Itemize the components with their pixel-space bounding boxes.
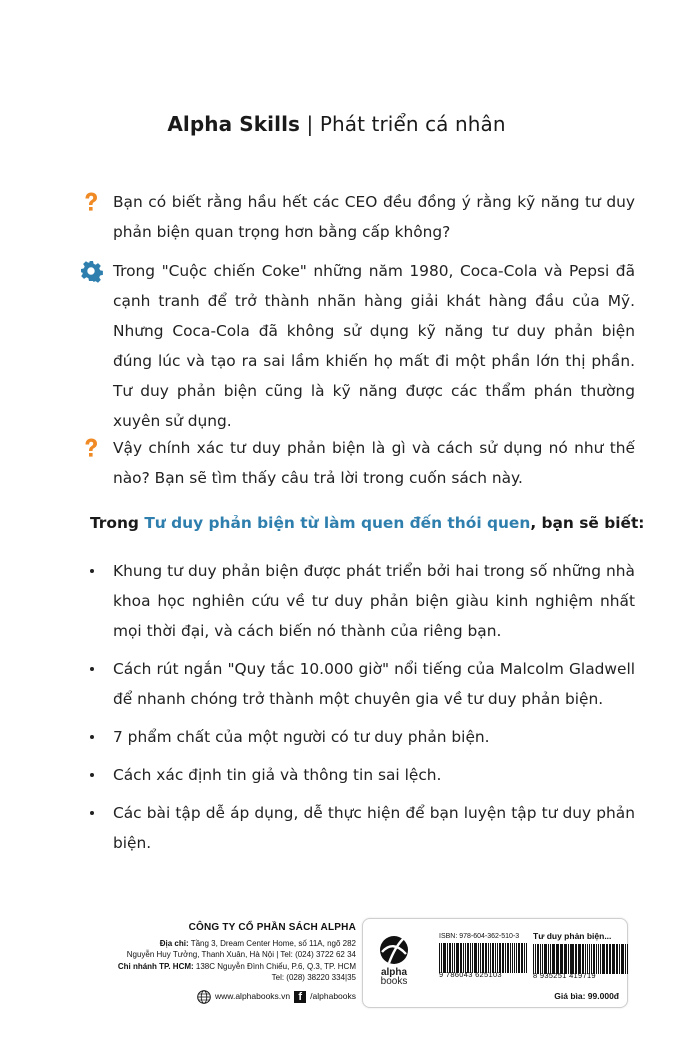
list-item-text: Cách xác định tin giả và thông tin sai lệch. bbox=[113, 766, 442, 784]
bullet-icon bbox=[90, 667, 94, 671]
list-item-text: Khung tư duy phản biện được phát triển bởi hai trong số những nhà khoa học nghiên cứu về tư duy phản biện giàu kinh nghiệm nhất mọi thời đại, và cách biến nó thành của riêng bạn. bbox=[113, 562, 635, 640]
paragraph-coke-war bbox=[113, 256, 635, 436]
list-item-text: Cách rút ngắn "Quy tắc 10.000 giờ" nổi tiếng của Malcolm Gladwell để nhanh chóng trở thành một chuyên gia về tư duy phản biện. bbox=[113, 660, 635, 708]
product-title: Tư duy phản biện... bbox=[533, 931, 612, 941]
intro-heading bbox=[90, 514, 644, 532]
intro-suffix: , bạn sẽ biết: bbox=[530, 514, 645, 532]
website-link[interactable]: www.alphabooks.vn bbox=[215, 990, 291, 1001]
barcode-bar bbox=[526, 943, 527, 973]
series-separator: | bbox=[306, 112, 314, 136]
series-category: Phát triển cá nhân bbox=[319, 112, 506, 136]
paragraph-text: Vậy chính xác tư duy phản biện là gì và cách sử dụng nó như thế nào? Bạn sẽ tìm thấy câu trả lời trong cuốn sách này. bbox=[113, 439, 635, 487]
product-bars bbox=[533, 944, 629, 974]
benefits-list bbox=[90, 556, 635, 866]
bullet-icon bbox=[90, 773, 94, 777]
barcode-panel bbox=[362, 918, 628, 1008]
logo-line2: books bbox=[380, 976, 408, 987]
isbn-digits: 9 786043 625103 bbox=[439, 970, 502, 979]
alpha-logo-icon bbox=[379, 935, 409, 965]
list-item bbox=[90, 556, 635, 646]
publisher-links bbox=[118, 990, 356, 1004]
address-line: Tầng 3, Dream Center Home, số 11A, ngõ 282 bbox=[188, 938, 356, 948]
address-label: Địa chỉ: bbox=[159, 938, 189, 948]
branch-label: Chi nhánh TP. HCM: bbox=[117, 961, 194, 971]
publisher-address bbox=[118, 938, 356, 950]
isbn-bars bbox=[439, 943, 527, 973]
paragraph-text: Bạn có biết rằng hầu hết các CEO đều đồng ý rằng kỹ năng tư duy phản biện quan trọng hơn bằng cấp không? bbox=[113, 193, 635, 241]
bullet-icon bbox=[90, 569, 94, 573]
intro-prefix: Trong bbox=[90, 514, 145, 532]
list-item-text: Các bài tập dễ áp dụng, dễ thực hiện để bạn luyện tập tư duy phản biện. bbox=[113, 804, 635, 852]
publisher-info bbox=[118, 922, 356, 1004]
book-title: Tư duy phản biện từ làm quen đến thói quen bbox=[144, 514, 531, 532]
isbn-barcode bbox=[439, 933, 527, 979]
paragraph-ceo-question bbox=[113, 187, 635, 247]
facebook-link[interactable]: /alphabooks bbox=[310, 990, 356, 1001]
publisher-branch bbox=[118, 961, 356, 973]
barcode-bar bbox=[628, 944, 629, 974]
logo-line1: alpha bbox=[380, 967, 408, 978]
publisher-address-line2: Nguyễn Huy Tưởng, Thanh Xuân, Hà Nội | Tel: (024) 3722 62 34 bbox=[126, 950, 356, 959]
list-item bbox=[90, 722, 635, 752]
list-item-text: 7 phẩm chất của một người có tư duy phản biện. bbox=[113, 728, 490, 746]
bullet-icon bbox=[90, 811, 94, 815]
branch-line: 138C Nguyễn Đình Chiểu, P.6, Q.3, TP. HCM bbox=[193, 961, 356, 971]
question-mark-icon bbox=[79, 190, 103, 214]
list-item bbox=[90, 760, 635, 790]
series-header bbox=[0, 112, 673, 136]
paragraph-text: Trong "Cuộc chiến Coke" những năm 1980, Coca-Cola và Pepsi đã cạnh tranh để trở thành nhãn hàng giải khát hàng đầu của Mỹ. Nhưng Coca-Cola đã không sử dụng kỹ năng tư duy phản biện đúng lúc và tạo ra sai lầm khiến họ mất đi một phần lớn thị phần. Tư duy phản biện cũng là kỹ năng được các thẩm phán thường xuyên sử dụng. bbox=[113, 262, 635, 430]
product-digits: 8 935251 419719 bbox=[533, 971, 596, 980]
publisher-branch-tel: Tel: (028) 38220 334|35 bbox=[271, 973, 356, 982]
isbn-label: ISBN: 978-604-362-510-3 bbox=[439, 933, 520, 940]
cover-price: Giá bìa: 99.000đ bbox=[554, 991, 619, 1001]
list-item bbox=[90, 798, 635, 858]
publisher-name: CÔNG TY CỔ PHẦN SÁCH ALPHA bbox=[188, 922, 356, 933]
list-item bbox=[90, 654, 635, 714]
gear-icon bbox=[79, 259, 103, 283]
paragraph-what-is-question bbox=[113, 433, 635, 493]
product-barcode bbox=[533, 931, 629, 980]
question-mark-icon bbox=[79, 436, 103, 460]
series-brand: Alpha Skills bbox=[167, 112, 301, 136]
globe-icon bbox=[197, 990, 211, 1004]
alphabooks-logo bbox=[376, 935, 412, 986]
bullet-icon bbox=[90, 735, 94, 739]
facebook-icon: f bbox=[294, 991, 306, 1003]
